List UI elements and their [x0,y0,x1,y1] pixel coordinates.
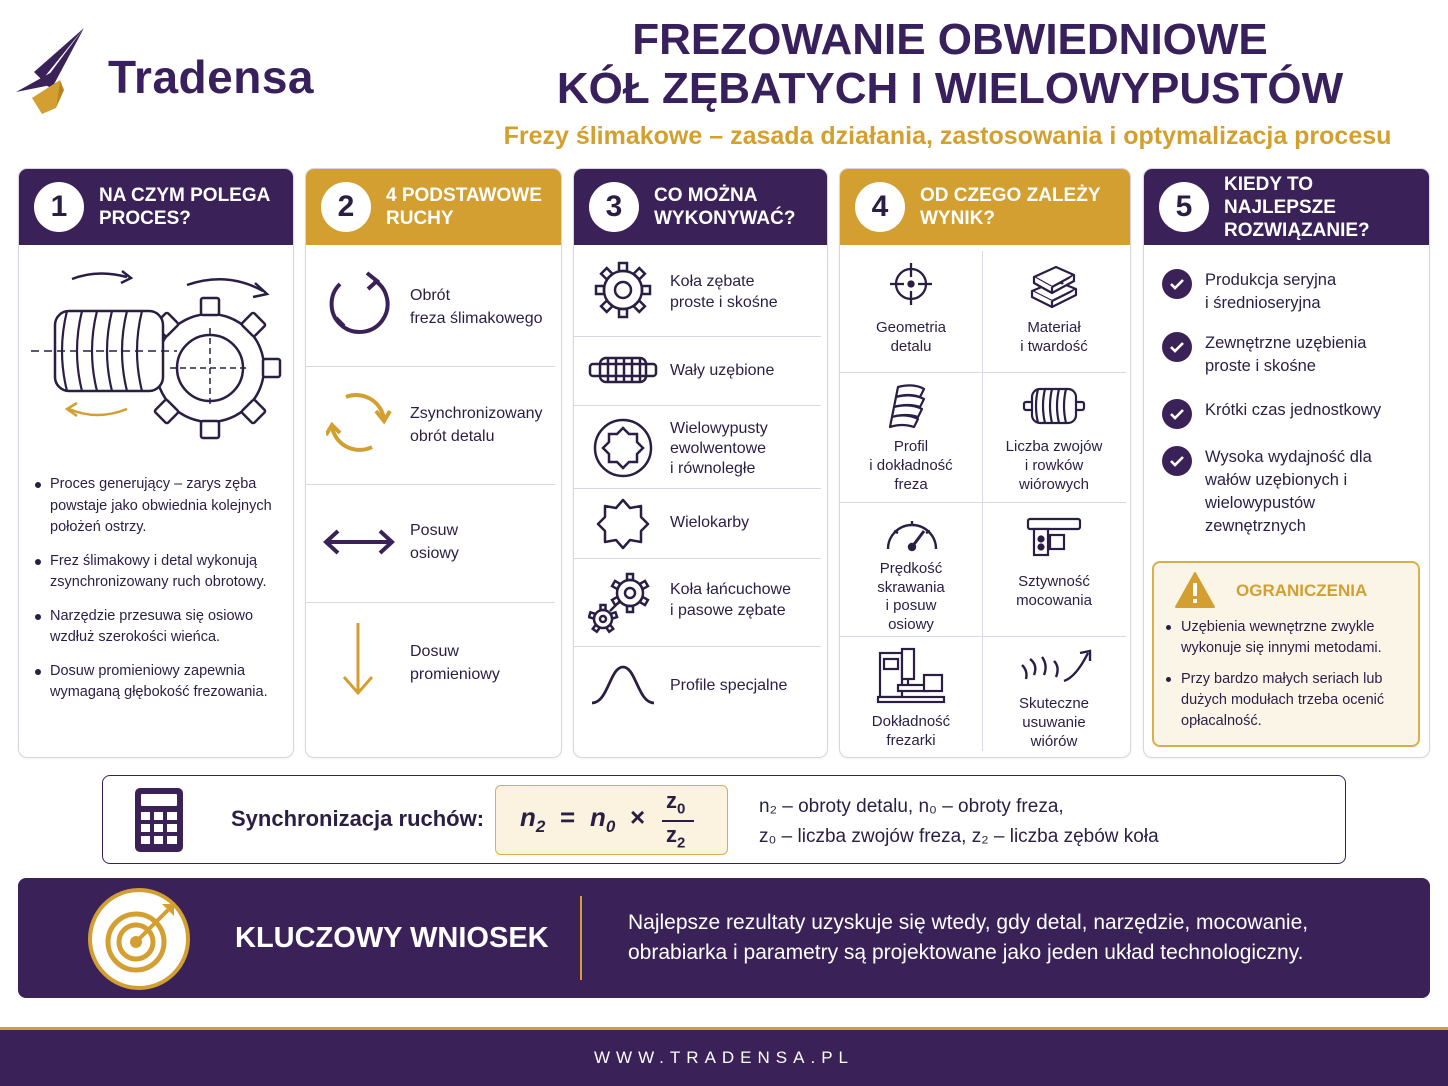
list-item: Uzębienia wewnętrzne zwykle wykonuje się innymi metodami. [1166,617,1416,659]
section-number: 3 [589,182,639,232]
check-label: Produkcja seryjna [1205,271,1337,289]
sync-label: Synchronizacja ruchów: [231,806,485,831]
formula-symbol: z [666,822,677,847]
factor-label: usuwanie [1022,714,1086,731]
section-applications [573,168,828,758]
factor-label: detalu [890,338,932,355]
divider [580,896,582,980]
section-title-line2: WYKONYWAĆ? [654,208,796,229]
application-label: i równoległe [670,460,756,477]
check-icon [1162,446,1192,476]
factor-label: Sztywność [1018,573,1090,590]
gear-icon [594,261,652,319]
section-title-line1: NA CZYM POLEGA [99,185,271,206]
application-label: proste i skośne [670,294,778,311]
factor-label: i dokładność [869,457,953,474]
divider [840,502,1126,503]
section-header [306,169,561,245]
list-item [1162,446,1372,538]
movement-label: osiowy [410,545,459,562]
factor-label: i twardość [1020,338,1088,355]
sprocket-icon [588,571,658,637]
application-label: Koła łańcuchowe [670,581,791,598]
curve-profile-icon [590,663,656,707]
formula-equals: = [560,802,576,832]
check-label: Wysoka wydajność dla [1205,448,1372,466]
section-header [1144,169,1429,245]
formula-times: × [630,802,646,832]
list-item [1162,399,1381,429]
movement-label: freza ślimakowego [410,310,543,327]
section-header [574,169,827,245]
formula-box [495,785,728,855]
limitations-box [1152,561,1420,747]
divider [840,636,1126,637]
website-link[interactable]: WWW.TRADENSA.PL [593,1048,854,1067]
section-best-use [1143,168,1430,758]
section-title-line1: CO MOŻNA [654,185,758,206]
check-icon [1162,332,1192,362]
section-title-line1: 4 PODSTAWOWE [386,185,542,206]
section-title-line1: OD CZEGO ZALEŻY [920,185,1101,206]
section-header [840,169,1130,245]
factor-label: Dokładność [871,713,951,730]
section-title-line2: RUCHY [386,208,454,229]
down-arrow-icon [340,621,376,697]
movement-label: Posuw [410,522,459,539]
movement-label: Dosuw [410,643,459,660]
factor-label: freza [894,476,928,493]
section-movements [305,168,562,758]
chip-removal-icon [1018,647,1098,689]
check-label: wielowypustów [1205,494,1316,512]
formula-subscript: 2 [535,817,546,837]
application-label: Koła zębate [670,273,755,290]
list-item: Przy bardzo małych seriach lub dużych modułach trzeba ocenić opłacalność. [1166,669,1416,732]
section-number: 1 [34,182,84,232]
clamp-icon [1024,515,1084,559]
hob-cutter-icon [1022,385,1086,427]
divider [574,405,821,406]
page-subtitle: Frezy ślimakowe – zasada działania, zastosowania i optymalizacja procesu [503,122,1392,150]
section-number: 2 [321,182,371,232]
page-title-line1: FREZOWANIE OBWIEDNIOWE [632,15,1268,64]
conclusion-title: KLUCZOWY WNIOSEK [235,922,549,954]
section-number: 4 [855,182,905,232]
check-label: Krótki czas jednostkowy [1205,401,1382,419]
list-item [1162,269,1336,315]
tradensa-logo-icon [12,24,112,119]
conclusion-text: obrabiarka i parametry są projektowane jako jeden układ technologiczny. [628,941,1304,964]
list-item: Frez ślimakowy i detal wykonują zsynchronizowany ruch obrotowy. [35,551,285,594]
section-factors [839,168,1131,758]
material-blocks-icon [1026,261,1082,311]
double-arrow-icon [322,525,396,559]
brand-name: Tradensa [108,51,314,103]
divider [574,488,821,489]
factor-label: Geometria [875,319,947,336]
factor-label: frezarki [886,732,936,749]
hob-gear-illustration-icon [27,261,289,451]
formula-subscript: 0 [677,800,686,818]
warning-icon [1174,571,1216,609]
section-number: 5 [1159,182,1209,232]
check-icon [1162,269,1192,299]
application-label: Profile specjalne [670,677,788,694]
check-label: i średnioseryjna [1205,294,1321,312]
list-item: Dosuw promieniowy zapewnia wymaganą głębokość frezowania. [35,661,285,704]
list-item [306,603,561,743]
key-conclusion-panel [18,878,1430,998]
application-label: Wielowypusty [670,420,768,437]
check-label: Zewnętrzne uzębienia [1205,334,1367,352]
factor-label: i posuw [885,597,937,614]
movement-label: Zsynchronizowany [410,405,543,422]
factor-label: mocowania [1016,592,1092,609]
movement-label: obrót detalu [410,428,495,445]
factor-label: Skuteczne [1018,695,1090,712]
list-item [306,485,561,603]
list-item: Proces generujący – zarys zęba powstaje jako obwiednia kolejnych położeń ostrzy. [35,474,285,539]
factor-label: skrawania [877,578,945,596]
list-item: Narzędzie przesuwa się osiowo wzdłuż szerokości wieńca. [35,606,285,649]
hob-profile-icon [884,381,938,433]
check-label: zewnętrznych [1205,517,1306,535]
movement-label: Obrót [410,287,451,304]
conclusion-text: Najlepsze rezultaty uzyskuje się wtedy, gdy detal, narzędzie, mocowanie, [628,911,1309,934]
sync-description: n₂ – obroty detalu, n₀ – obroty freza, [759,796,1064,817]
splined-shaft-icon [588,355,658,385]
polygon-icon [596,497,650,551]
crosshair-icon [888,261,934,307]
application-label: ewolwentowe [670,440,767,457]
application-label: Wały uzębione [670,362,775,379]
application-label: i pasowe zębate [670,602,786,619]
list-item [1162,332,1366,378]
sync-description: z₀ – liczba zwojów freza, z₂ – liczba zębów koła [759,826,1159,847]
section-title-line2: PROCES? [99,208,191,229]
check-icon [1162,399,1192,429]
factor-label: Liczba zwojów [1005,438,1103,455]
calculator-icon [133,786,185,854]
factor-label: i rowków [1024,457,1084,474]
gauge-icon [884,511,940,555]
rotation-arrow-icon [326,270,392,336]
section-title-line2: WYNIK? [920,208,995,229]
formula-subscript: 0 [605,817,616,837]
divider [574,336,821,337]
sync-formula-panel [102,775,1346,864]
list-item [306,245,561,367]
list-item [306,367,561,485]
divider [574,558,821,559]
movement-label: promieniowy [410,666,500,683]
machine-icon [876,645,946,705]
sync-rotation-icon [326,389,392,455]
factor-label: wiórowych [1018,476,1090,493]
formula-symbol: z [666,788,677,813]
check-label: wałów uzębionych i [1205,471,1348,489]
section-title-line2: ROZWIĄZANIE? [1224,219,1370,241]
formula-symbol: n [590,802,606,832]
section-process [18,168,294,758]
factor-label: Materiał [1027,319,1081,336]
limitations-title: OGRANICZENIA [1236,581,1368,600]
factor-label: Prędkość [879,560,943,577]
factor-label: osiowy [888,615,934,633]
target-icon [88,888,190,990]
application-label: Wielokarby [670,514,750,531]
page-title-line2: KÓŁ ZĘBATYCH I WIELOWYPUSTÓW [556,64,1344,113]
footer [0,1027,1448,1086]
check-label: proste i skośne [1205,357,1316,375]
spline-icon [592,417,654,479]
process-bullets [35,474,285,716]
formula-subscript: 2 [677,834,686,852]
factor-label: wiórów [1030,733,1078,750]
section-title-line1: KIEDY TO NAJLEPSZE [1224,173,1336,218]
divider [574,646,821,647]
divider [840,372,1126,373]
factor-label: Profil [893,438,929,455]
section-header [19,169,293,245]
formula-symbol: n [520,802,536,832]
